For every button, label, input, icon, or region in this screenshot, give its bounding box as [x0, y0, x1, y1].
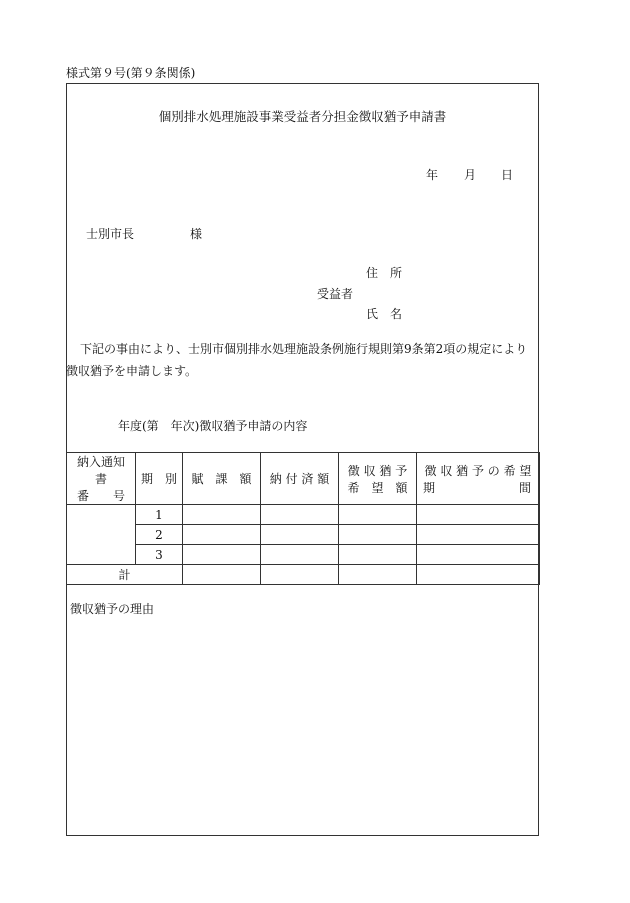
header-period: 期 別 — [136, 453, 183, 505]
table-header-row — [67, 453, 540, 505]
header-deferral-period-ki: 期 — [423, 480, 436, 495]
applicant-address-label: 住 所 — [366, 266, 403, 280]
table-row — [67, 545, 540, 565]
assessed-cell[interactable] — [183, 525, 261, 545]
request-body-text — [66, 338, 536, 382]
header-notice-number-line1: 納入通知書 — [76, 455, 125, 486]
total-deferral-amount-cell[interactable] — [339, 565, 417, 585]
document-title: 個別排水処理施設事業受益者分担金徴収猶予申請書 — [158, 109, 447, 124]
notice-number-cell[interactable] — [67, 505, 136, 565]
deferral-amount-cell[interactable] — [339, 545, 417, 565]
header-deferral-amount-line1: 徴 収 猶 予 — [347, 463, 408, 478]
request-body-sentence: 下記の事由により、士別市個別排水処理施設条例施行規則第9条第2項の規定により徴収猶予を申請します。 — [66, 342, 528, 378]
total-paid-cell[interactable] — [261, 565, 339, 585]
header-paid-amount: 納 付 済 額 — [261, 453, 339, 505]
deferral-table — [66, 452, 540, 585]
total-assessed-cell[interactable] — [183, 565, 261, 585]
reason-label: 徴収猶予の理由 — [70, 602, 155, 616]
date-year-label: 年 — [426, 168, 439, 182]
header-deferral-period-line1: 徴 収 猶 予 の 希 望 — [424, 463, 532, 478]
deferral-period-cell[interactable] — [417, 545, 540, 565]
deferral-amount-cell[interactable] — [339, 525, 417, 545]
header-notice-number-ban: 番 — [77, 489, 90, 503]
header-notice-number — [67, 453, 136, 505]
header-notice-number-go: 号 — [112, 489, 125, 503]
total-deferral-period-cell[interactable] — [417, 565, 540, 585]
table-total-row — [67, 565, 540, 585]
assessed-cell[interactable] — [183, 545, 261, 565]
date-month-label: 月 — [464, 168, 477, 182]
assessed-cell[interactable] — [183, 505, 261, 525]
table-row — [67, 505, 540, 525]
deferral-period-cell[interactable] — [417, 525, 540, 545]
period-cell: 3 — [136, 545, 183, 565]
table-row — [67, 525, 540, 545]
paid-cell[interactable] — [261, 525, 339, 545]
date-day-label: 日 — [501, 168, 514, 182]
section-title: 年度(第 年次)徴収猶予申請の内容 — [118, 419, 308, 433]
header-assessed-amount: 賦 課 額 — [183, 453, 261, 505]
paid-cell[interactable] — [261, 505, 339, 525]
period-cell: 1 — [136, 505, 183, 525]
addressee-mayor: 士別市長 — [86, 227, 135, 241]
total-label: 計 — [67, 565, 183, 585]
applicant-name-label: 氏 名 — [366, 307, 403, 321]
addressee-honorific: 様 — [190, 227, 203, 241]
header-deferral-amount-line2: 希 望 額 — [347, 480, 408, 495]
applicant-beneficiary-label: 受益者 — [317, 287, 354, 301]
period-cell: 2 — [136, 525, 183, 545]
header-deferral-amount — [339, 453, 417, 505]
deferral-period-cell[interactable] — [417, 505, 540, 525]
paid-cell[interactable] — [261, 545, 339, 565]
header-deferral-period-kan: 間 — [518, 480, 531, 495]
form-number-label: 様式第９号(第９条関係) — [66, 66, 196, 80]
header-deferral-period — [417, 453, 540, 505]
deferral-amount-cell[interactable] — [339, 505, 417, 525]
